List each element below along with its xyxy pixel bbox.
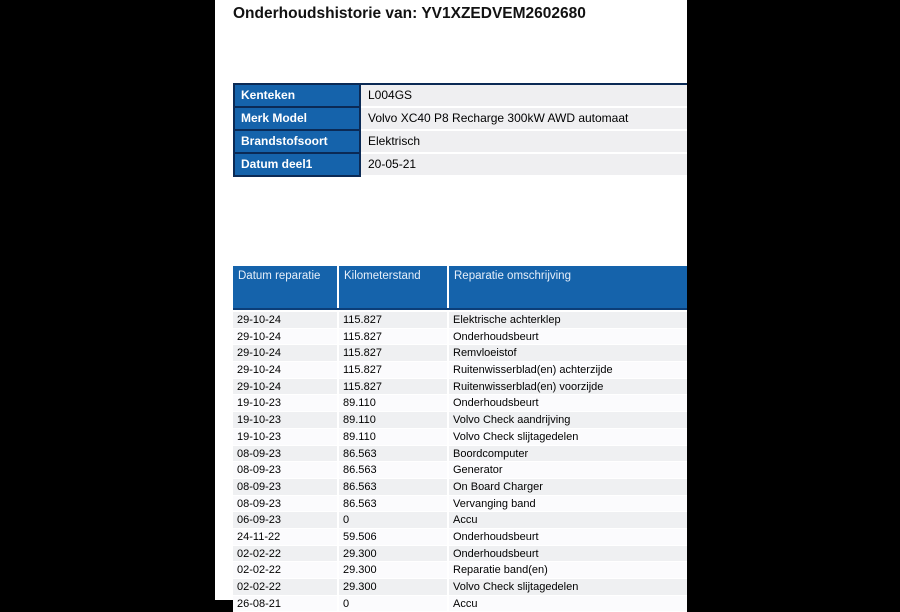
odometer-cell: 89.110 bbox=[337, 429, 447, 446]
repair-description-cell: Ruitenwisserblad(en) achterzijde bbox=[447, 362, 687, 379]
odometer-cell: 86.563 bbox=[337, 462, 447, 479]
repair-date-cell: 19-10-23 bbox=[233, 412, 337, 429]
repair-date-cell: 19-10-23 bbox=[233, 429, 337, 446]
repair-date-cell: 29-10-24 bbox=[233, 329, 337, 346]
service-history-row bbox=[233, 579, 687, 596]
odometer-cell: 115.827 bbox=[337, 362, 447, 379]
service-history-row bbox=[233, 312, 687, 329]
odometer-cell: 115.827 bbox=[337, 312, 447, 329]
odometer-cell: 89.110 bbox=[337, 395, 447, 412]
repair-date-cell: 02-02-22 bbox=[233, 562, 337, 579]
repair-description-cell: Generator bbox=[447, 462, 687, 479]
column-header-datum-reparatie: Datum reparatie bbox=[238, 270, 321, 282]
service-history-row bbox=[233, 429, 687, 446]
document-page bbox=[215, 0, 687, 610]
vehicle-info-row bbox=[233, 85, 687, 108]
repair-date-cell: 08-09-23 bbox=[233, 479, 337, 496]
service-history-row bbox=[233, 496, 687, 513]
service-history-row bbox=[233, 362, 687, 379]
odometer-cell: 115.827 bbox=[337, 379, 447, 396]
vehicle-info-value: Volvo XC40 P8 Recharge 300kW AWD automaat bbox=[361, 108, 687, 131]
odometer-cell: 86.563 bbox=[337, 496, 447, 513]
repair-date-cell: 08-09-23 bbox=[233, 446, 337, 463]
service-history-row bbox=[233, 446, 687, 463]
repair-description-cell: Remvloeistof bbox=[447, 345, 687, 362]
repair-description-cell: On Board Charger bbox=[447, 479, 687, 496]
repair-date-cell: 08-09-23 bbox=[233, 496, 337, 513]
service-history-row bbox=[233, 379, 687, 396]
vehicle-info-label: Datum deel1 bbox=[233, 154, 361, 177]
column-header-reparatie-omschrijving: Reparatie omschrijving bbox=[447, 266, 687, 308]
repair-description-cell: Vervanging band bbox=[447, 496, 687, 513]
service-history-table bbox=[233, 266, 687, 612]
repair-description-cell: Volvo Check slijtagedelen bbox=[447, 429, 687, 446]
repair-description-cell: Accu bbox=[447, 596, 687, 612]
odometer-cell: 29.300 bbox=[337, 579, 447, 596]
odometer-cell: 29.300 bbox=[337, 562, 447, 579]
vehicle-info-label: Brandstofsoort bbox=[233, 131, 361, 154]
repair-date-cell: 29-10-24 bbox=[233, 345, 337, 362]
service-history-body bbox=[233, 312, 687, 612]
odometer-cell: 0 bbox=[337, 512, 447, 529]
vehicle-info-value: Elektrisch bbox=[361, 131, 687, 154]
service-history-row bbox=[233, 345, 687, 362]
repair-description-cell: Reparatie band(en) bbox=[447, 562, 687, 579]
repair-description-cell: Volvo Check aandrijving bbox=[447, 412, 687, 429]
odometer-cell: 29.300 bbox=[337, 546, 447, 563]
service-history-row bbox=[233, 479, 687, 496]
repair-description-cell: Onderhoudsbeurt bbox=[447, 329, 687, 346]
vehicle-info-table bbox=[233, 83, 687, 177]
odometer-cell: 89.110 bbox=[337, 412, 447, 429]
service-history-row bbox=[233, 329, 687, 346]
repair-date-cell: 26-08-21 bbox=[233, 596, 337, 612]
repair-description-cell: Boordcomputer bbox=[447, 446, 687, 463]
vehicle-info-row bbox=[233, 154, 687, 177]
repair-date-cell: 19-10-23 bbox=[233, 395, 337, 412]
service-history-row bbox=[233, 512, 687, 529]
page-title: Onderhoudshistorie van: YV1XZEDVEM2602680 bbox=[233, 5, 586, 22]
repair-description-cell: Elektrische achterklep bbox=[447, 312, 687, 329]
repair-date-cell: 24-11-22 bbox=[233, 529, 337, 546]
service-history-row bbox=[233, 546, 687, 563]
column-header-kilometerstand: Kilometerstand bbox=[337, 266, 447, 308]
vehicle-info-label: Kenteken bbox=[233, 85, 361, 108]
service-history-row bbox=[233, 412, 687, 429]
vehicle-info-label: Merk Model bbox=[233, 108, 361, 131]
service-history-row bbox=[233, 462, 687, 479]
odometer-cell: 115.827 bbox=[337, 329, 447, 346]
repair-date-cell: 29-10-24 bbox=[233, 379, 337, 396]
vehicle-info-value: L004GS bbox=[361, 85, 687, 108]
repair-description-cell: Onderhoudsbeurt bbox=[447, 395, 687, 412]
odometer-cell: 0 bbox=[337, 596, 447, 612]
repair-date-cell: 29-10-24 bbox=[233, 362, 337, 379]
service-history-row bbox=[233, 529, 687, 546]
service-history-header-row bbox=[233, 266, 687, 310]
repair-date-cell: 29-10-24 bbox=[233, 312, 337, 329]
repair-description-cell: Volvo Check slijtagedelen bbox=[447, 579, 687, 596]
service-history-row bbox=[233, 596, 687, 612]
repair-description-cell: Accu bbox=[447, 512, 687, 529]
repair-description-cell: Onderhoudsbeurt bbox=[447, 546, 687, 563]
repair-description-cell: Ruitenwisserblad(en) voorzijde bbox=[447, 379, 687, 396]
odometer-cell: 86.563 bbox=[337, 479, 447, 496]
repair-date-cell: 02-02-22 bbox=[233, 546, 337, 563]
vehicle-info-value: 20-05-21 bbox=[361, 154, 687, 177]
repair-date-cell: 06-09-23 bbox=[233, 512, 337, 529]
odometer-cell: 115.827 bbox=[337, 345, 447, 362]
vehicle-info-row bbox=[233, 131, 687, 154]
odometer-cell: 86.563 bbox=[337, 446, 447, 463]
service-history-row bbox=[233, 395, 687, 412]
vehicle-info-row bbox=[233, 108, 687, 131]
odometer-cell: 59.506 bbox=[337, 529, 447, 546]
service-history-row bbox=[233, 562, 687, 579]
repair-date-cell: 08-09-23 bbox=[233, 462, 337, 479]
repair-description-cell: Onderhoudsbeurt bbox=[447, 529, 687, 546]
repair-date-cell: 02-02-22 bbox=[233, 579, 337, 596]
